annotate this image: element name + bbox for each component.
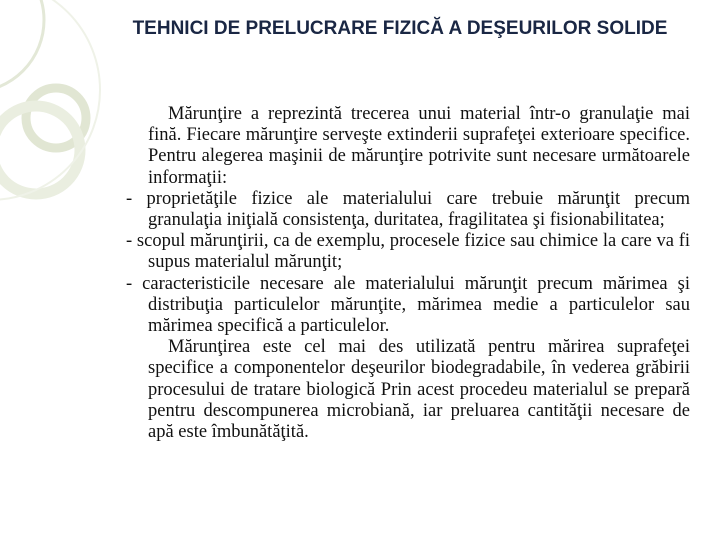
list-item-purpose: - scopul mărunţirii, ca de exemplu, procesele fizice sau chimice la care va fi supus materialul mărunţit; bbox=[126, 231, 690, 273]
slide-body bbox=[118, 104, 690, 443]
slide-title: TEHNICI DE PRELUCRARE FIZICĂ A DEŞEURILOR SOLIDE bbox=[132, 18, 668, 39]
closing-paragraph: Mărunţirea este cel mai des utilizată pentru mărirea suprafeţei specifice a componentelor deşeurilor biodegradabile, în vederea grăbirii procesului de tratare biologică Prin acest procedeu materialul se prepară pentru descompunerea microbiană, iar preluarea cantităţii necesare de apă este îmbunătăţită. bbox=[148, 337, 690, 443]
intro-paragraph: Mărunţire a reprezintă trecerea unui material într-o granulaţie mai fină. Fiecare mărunţire serveşte extinderii suprafeţei exterioare specifice. Pentru alegerea maşinii de mărunţire potrivite sunt necesare următoarele informaţii: bbox=[148, 104, 690, 188]
list-item-characteristics: - caracteristicile necesare ale materialului mărunţit precum mărimea şi distribuţia particulelor mărunţite, mărimea medie a particulelor sau mărimea specifică a particulelor. bbox=[126, 273, 690, 337]
decorative-circles-graphic bbox=[0, 0, 120, 540]
list-item-physical-properties: - proprietăţile fizice ale materialului care trebuie mărunţit precum granulaţia iniţială consistenţa, duritatea, fragilitatea şi fisionabilitatea; bbox=[126, 188, 690, 231]
